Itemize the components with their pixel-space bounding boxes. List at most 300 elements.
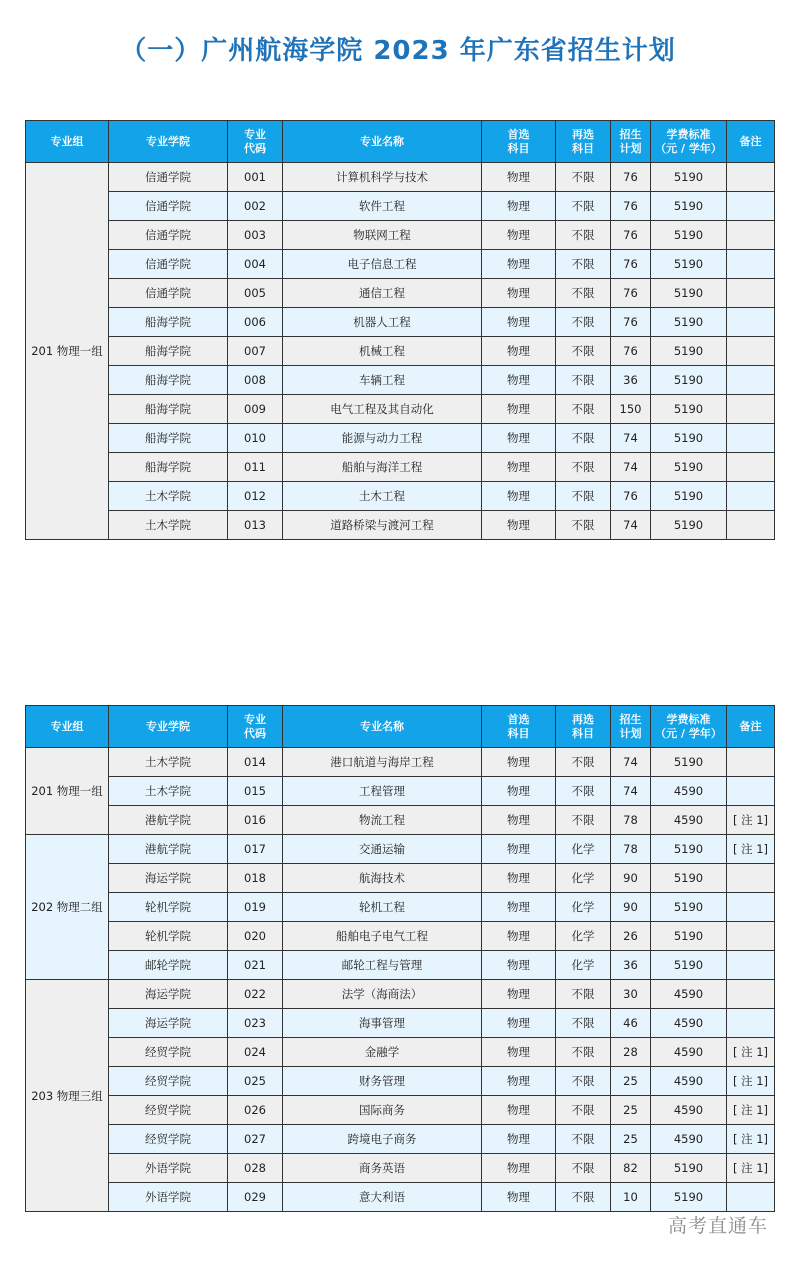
admission-plan-table-1	[25, 120, 775, 540]
code-cell: 006	[228, 308, 283, 337]
second-subject-cell: 不限	[556, 221, 611, 250]
table-row	[26, 482, 775, 511]
code-cell: 012	[228, 482, 283, 511]
major-cell: 财务管理	[283, 1067, 482, 1096]
fee-cell: 5190	[651, 453, 727, 482]
first-subject-cell: 物理	[482, 893, 556, 922]
header-cell	[109, 121, 228, 163]
note-cell: [ 注 1]	[727, 835, 775, 864]
college-cell: 经贸学院	[109, 1067, 228, 1096]
table-header	[26, 121, 775, 163]
college-cell: 土木学院	[109, 482, 228, 511]
table-row	[26, 511, 775, 540]
note-cell	[727, 511, 775, 540]
group-cell: 203 物理三组	[26, 980, 109, 1212]
header-cell	[556, 706, 611, 748]
plan-cell: 78	[611, 806, 651, 835]
major-cell: 国际商务	[283, 1096, 482, 1125]
second-subject-cell: 不限	[556, 192, 611, 221]
fee-cell: 4590	[651, 980, 727, 1009]
fee-cell: 4590	[651, 1096, 727, 1125]
first-subject-cell: 物理	[482, 864, 556, 893]
second-subject-cell: 不限	[556, 482, 611, 511]
code-cell: 013	[228, 511, 283, 540]
college-cell: 土木学院	[109, 748, 228, 777]
first-subject-cell: 物理	[482, 511, 556, 540]
college-cell: 轮机学院	[109, 922, 228, 951]
code-cell: 020	[228, 922, 283, 951]
header-label: 专业	[244, 127, 266, 141]
code-cell: 007	[228, 337, 283, 366]
major-cell: 车辆工程	[283, 366, 482, 395]
code-cell: 016	[228, 806, 283, 835]
fee-cell: 4590	[651, 1009, 727, 1038]
second-subject-cell: 化学	[556, 864, 611, 893]
header-label: 专业学院	[146, 719, 190, 733]
note-cell	[727, 1183, 775, 1212]
header-cell	[26, 121, 109, 163]
header-label: （元 / 学年）	[655, 726, 722, 740]
note-cell	[727, 395, 775, 424]
code-cell: 021	[228, 951, 283, 980]
note-cell	[727, 192, 775, 221]
college-cell: 土木学院	[109, 511, 228, 540]
second-subject-cell: 不限	[556, 806, 611, 835]
second-subject-cell: 不限	[556, 395, 611, 424]
table-row	[26, 250, 775, 279]
second-subject-cell: 不限	[556, 163, 611, 192]
note-cell	[727, 951, 775, 980]
fee-cell: 5190	[651, 424, 727, 453]
table-row	[26, 337, 775, 366]
plan-cell: 46	[611, 1009, 651, 1038]
major-cell: 航海技术	[283, 864, 482, 893]
table-row	[26, 1038, 775, 1067]
note-cell: [ 注 1]	[727, 806, 775, 835]
code-cell: 028	[228, 1154, 283, 1183]
fee-cell: 5190	[651, 366, 727, 395]
fee-cell: 4590	[651, 1125, 727, 1154]
header-label: 科目	[507, 141, 530, 155]
note-cell	[727, 980, 775, 1009]
admission-plan-table-2	[25, 705, 775, 1212]
major-cell: 电气工程及其自动化	[283, 395, 482, 424]
note-cell	[727, 482, 775, 511]
plan-cell: 76	[611, 337, 651, 366]
plan-cell: 25	[611, 1096, 651, 1125]
college-cell: 船海学院	[109, 453, 228, 482]
table-row	[26, 192, 775, 221]
code-cell: 015	[228, 777, 283, 806]
first-subject-cell: 物理	[482, 922, 556, 951]
table-row	[26, 453, 775, 482]
table-row	[26, 951, 775, 980]
first-subject-cell: 物理	[482, 366, 556, 395]
plan-cell: 36	[611, 366, 651, 395]
plan-cell: 76	[611, 482, 651, 511]
major-cell: 电子信息工程	[283, 250, 482, 279]
header-label: 代码	[244, 726, 266, 740]
note-cell	[727, 777, 775, 806]
header-label: 首选	[507, 127, 530, 141]
plan-cell: 74	[611, 424, 651, 453]
second-subject-cell: 不限	[556, 980, 611, 1009]
table-row	[26, 1154, 775, 1183]
second-subject-cell: 不限	[556, 1067, 611, 1096]
college-cell: 船海学院	[109, 395, 228, 424]
first-subject-cell: 物理	[482, 163, 556, 192]
major-cell: 港口航道与海岸工程	[283, 748, 482, 777]
second-subject-cell: 化学	[556, 893, 611, 922]
table-row	[26, 806, 775, 835]
first-subject-cell: 物理	[482, 279, 556, 308]
college-cell: 海运学院	[109, 980, 228, 1009]
major-cell: 邮轮工程与管理	[283, 951, 482, 980]
second-subject-cell: 不限	[556, 1038, 611, 1067]
header-label: 计划	[619, 141, 642, 155]
second-subject-cell: 不限	[556, 1183, 611, 1212]
major-cell: 意大利语	[283, 1183, 482, 1212]
college-cell: 船海学院	[109, 337, 228, 366]
first-subject-cell: 物理	[482, 192, 556, 221]
college-cell: 海运学院	[109, 1009, 228, 1038]
note-cell	[727, 1009, 775, 1038]
header-cell	[228, 706, 283, 748]
table-row	[26, 221, 775, 250]
header-label: 科目	[572, 141, 594, 155]
major-cell: 工程管理	[283, 777, 482, 806]
college-cell: 港航学院	[109, 806, 228, 835]
header-label: 专业名称	[360, 719, 404, 733]
second-subject-cell: 不限	[556, 250, 611, 279]
first-subject-cell: 物理	[482, 748, 556, 777]
fee-cell: 4590	[651, 806, 727, 835]
major-cell: 土木工程	[283, 482, 482, 511]
code-cell: 002	[228, 192, 283, 221]
header-cell	[556, 121, 611, 163]
plan-cell: 74	[611, 777, 651, 806]
major-cell: 交通运输	[283, 835, 482, 864]
plan-cell: 26	[611, 922, 651, 951]
header-cell	[26, 706, 109, 748]
note-cell	[727, 221, 775, 250]
table-row	[26, 777, 775, 806]
code-cell: 025	[228, 1067, 283, 1096]
header-cell	[651, 121, 727, 163]
header-label: 学费标准	[666, 127, 711, 141]
first-subject-cell: 物理	[482, 424, 556, 453]
first-subject-cell: 物理	[482, 1038, 556, 1067]
plan-cell: 82	[611, 1154, 651, 1183]
code-cell: 017	[228, 835, 283, 864]
second-subject-cell: 不限	[556, 777, 611, 806]
fee-cell: 4590	[651, 1038, 727, 1067]
note-cell	[727, 337, 775, 366]
college-cell: 信通学院	[109, 250, 228, 279]
code-cell: 026	[228, 1096, 283, 1125]
code-cell: 027	[228, 1125, 283, 1154]
first-subject-cell: 物理	[482, 806, 556, 835]
major-cell: 道路桥梁与渡河工程	[283, 511, 482, 540]
major-cell: 金融学	[283, 1038, 482, 1067]
first-subject-cell: 物理	[482, 482, 556, 511]
code-cell: 011	[228, 453, 283, 482]
college-cell: 土木学院	[109, 777, 228, 806]
note-cell: [ 注 1]	[727, 1038, 775, 1067]
note-cell	[727, 453, 775, 482]
fee-cell: 5190	[651, 951, 727, 980]
table-row	[26, 835, 775, 864]
fee-cell: 5190	[651, 163, 727, 192]
code-cell: 029	[228, 1183, 283, 1212]
plan-cell: 10	[611, 1183, 651, 1212]
watermark: 高考直通车	[667, 1215, 768, 1237]
header-cell	[727, 121, 775, 163]
header-cell	[283, 706, 482, 748]
group-cell: 201 物理一组	[26, 748, 109, 835]
plan-cell: 30	[611, 980, 651, 1009]
header-cell	[611, 121, 651, 163]
fee-cell: 5190	[651, 308, 727, 337]
major-cell: 物联网工程	[283, 221, 482, 250]
note-cell	[727, 250, 775, 279]
first-subject-cell: 物理	[482, 1067, 556, 1096]
header-label: （元 / 学年）	[655, 141, 722, 155]
fee-cell: 5190	[651, 748, 727, 777]
group-cell: 201 物理一组	[26, 163, 109, 540]
header-cell	[228, 121, 283, 163]
header-cell	[611, 706, 651, 748]
plan-cell: 78	[611, 835, 651, 864]
header-cell	[482, 121, 556, 163]
code-cell: 001	[228, 163, 283, 192]
header-label: 代码	[244, 141, 266, 155]
major-cell: 商务英语	[283, 1154, 482, 1183]
header-label: 备注	[739, 134, 762, 148]
major-cell: 机器人工程	[283, 308, 482, 337]
table-row	[26, 748, 775, 777]
fee-cell: 5190	[651, 395, 727, 424]
second-subject-cell: 不限	[556, 748, 611, 777]
table-row	[26, 1096, 775, 1125]
header-label: 再选	[572, 127, 594, 141]
table-row	[26, 163, 775, 192]
table-row	[26, 893, 775, 922]
second-subject-cell: 不限	[556, 1154, 611, 1183]
header-label: 专业	[244, 712, 266, 726]
first-subject-cell: 物理	[482, 337, 556, 366]
plan-cell: 74	[611, 453, 651, 482]
code-cell: 014	[228, 748, 283, 777]
major-cell: 跨境电子商务	[283, 1125, 482, 1154]
college-cell: 外语学院	[109, 1183, 228, 1212]
second-subject-cell: 化学	[556, 922, 611, 951]
plan-cell: 25	[611, 1067, 651, 1096]
header-label: 科目	[572, 726, 594, 740]
plan-cell: 25	[611, 1125, 651, 1154]
fee-cell: 5190	[651, 922, 727, 951]
second-subject-cell: 不限	[556, 453, 611, 482]
major-cell: 船舶电子电气工程	[283, 922, 482, 951]
second-subject-cell: 不限	[556, 366, 611, 395]
fee-cell: 5190	[651, 511, 727, 540]
table-row	[26, 922, 775, 951]
header-label: 科目	[507, 726, 530, 740]
table-row	[26, 424, 775, 453]
note-cell	[727, 748, 775, 777]
table-row	[26, 980, 775, 1009]
plan-cell: 76	[611, 250, 651, 279]
note-cell	[727, 893, 775, 922]
major-cell: 能源与动力工程	[283, 424, 482, 453]
plan-cell: 90	[611, 864, 651, 893]
college-cell: 外语学院	[109, 1154, 228, 1183]
note-cell	[727, 279, 775, 308]
plan-cell: 76	[611, 279, 651, 308]
fee-cell: 4590	[651, 1067, 727, 1096]
note-cell	[727, 922, 775, 951]
first-subject-cell: 物理	[482, 1183, 556, 1212]
second-subject-cell: 不限	[556, 511, 611, 540]
first-subject-cell: 物理	[482, 1125, 556, 1154]
header-label: 招生	[619, 127, 642, 141]
college-cell: 海运学院	[109, 864, 228, 893]
plan-cell: 28	[611, 1038, 651, 1067]
college-cell: 船海学院	[109, 308, 228, 337]
college-cell: 经贸学院	[109, 1125, 228, 1154]
first-subject-cell: 物理	[482, 308, 556, 337]
table-row	[26, 1009, 775, 1038]
second-subject-cell: 不限	[556, 424, 611, 453]
second-subject-cell: 化学	[556, 835, 611, 864]
second-subject-cell: 不限	[556, 1125, 611, 1154]
plan-cell: 36	[611, 951, 651, 980]
table-row	[26, 1125, 775, 1154]
note-cell	[727, 864, 775, 893]
table-row	[26, 395, 775, 424]
major-cell: 计算机科学与技术	[283, 163, 482, 192]
header-label: 再选	[572, 712, 594, 726]
table-row	[26, 279, 775, 308]
first-subject-cell: 物理	[482, 221, 556, 250]
second-subject-cell: 不限	[556, 1096, 611, 1125]
header-label: 学费标准	[666, 712, 711, 726]
first-subject-cell: 物理	[482, 1096, 556, 1125]
note-cell	[727, 163, 775, 192]
table-row	[26, 366, 775, 395]
fee-cell: 4590	[651, 777, 727, 806]
plan-cell: 76	[611, 192, 651, 221]
code-cell: 004	[228, 250, 283, 279]
fee-cell: 5190	[651, 482, 727, 511]
header-cell	[482, 706, 556, 748]
college-cell: 轮机学院	[109, 893, 228, 922]
code-cell: 005	[228, 279, 283, 308]
major-cell: 软件工程	[283, 192, 482, 221]
group-cell: 202 物理二组	[26, 835, 109, 980]
fee-cell: 5190	[651, 893, 727, 922]
fee-cell: 5190	[651, 835, 727, 864]
header-label: 计划	[619, 726, 642, 740]
major-cell: 海事管理	[283, 1009, 482, 1038]
second-subject-cell: 不限	[556, 337, 611, 366]
college-cell: 信通学院	[109, 221, 228, 250]
header-label: 专业组	[50, 134, 84, 148]
table-row	[26, 864, 775, 893]
major-cell: 轮机工程	[283, 893, 482, 922]
header-cell	[651, 706, 727, 748]
major-cell: 物流工程	[283, 806, 482, 835]
plan-cell: 76	[611, 221, 651, 250]
plan-cell: 90	[611, 893, 651, 922]
plan-cell: 74	[611, 748, 651, 777]
header-label: 专业组	[50, 719, 84, 733]
note-cell: [ 注 1]	[727, 1096, 775, 1125]
header-cell	[283, 121, 482, 163]
code-cell: 018	[228, 864, 283, 893]
college-cell: 船海学院	[109, 366, 228, 395]
note-cell	[727, 366, 775, 395]
code-cell: 009	[228, 395, 283, 424]
code-cell: 024	[228, 1038, 283, 1067]
major-cell: 船舶与海洋工程	[283, 453, 482, 482]
college-cell: 信通学院	[109, 163, 228, 192]
code-cell: 019	[228, 893, 283, 922]
first-subject-cell: 物理	[482, 395, 556, 424]
code-cell: 008	[228, 366, 283, 395]
second-subject-cell: 不限	[556, 308, 611, 337]
table-header	[26, 706, 775, 748]
header-cell	[109, 706, 228, 748]
fee-cell: 5190	[651, 192, 727, 221]
fee-cell: 5190	[651, 279, 727, 308]
first-subject-cell: 物理	[482, 835, 556, 864]
college-cell: 邮轮学院	[109, 951, 228, 980]
plan-cell: 74	[611, 511, 651, 540]
code-cell: 022	[228, 980, 283, 1009]
first-subject-cell: 物理	[482, 951, 556, 980]
first-subject-cell: 物理	[482, 980, 556, 1009]
code-cell: 003	[228, 221, 283, 250]
header-cell	[727, 706, 775, 748]
table-row	[26, 308, 775, 337]
header-label: 首选	[507, 712, 530, 726]
college-cell: 信通学院	[109, 279, 228, 308]
fee-cell: 5190	[651, 1154, 727, 1183]
note-cell	[727, 424, 775, 453]
first-subject-cell: 物理	[482, 250, 556, 279]
fee-cell: 5190	[651, 337, 727, 366]
college-cell: 经贸学院	[109, 1096, 228, 1125]
note-cell: [ 注 1]	[727, 1125, 775, 1154]
second-subject-cell: 不限	[556, 279, 611, 308]
college-cell: 船海学院	[109, 424, 228, 453]
second-subject-cell: 化学	[556, 951, 611, 980]
note-cell: [ 注 1]	[727, 1067, 775, 1096]
first-subject-cell: 物理	[482, 453, 556, 482]
code-cell: 010	[228, 424, 283, 453]
first-subject-cell: 物理	[482, 1154, 556, 1183]
college-cell: 港航学院	[109, 835, 228, 864]
major-cell: 机械工程	[283, 337, 482, 366]
second-subject-cell: 不限	[556, 1009, 611, 1038]
plan-cell: 76	[611, 308, 651, 337]
note-cell	[727, 308, 775, 337]
plan-cell: 150	[611, 395, 651, 424]
header-label: 专业名称	[360, 134, 404, 148]
major-cell: 通信工程	[283, 279, 482, 308]
fee-cell: 5190	[651, 1183, 727, 1212]
